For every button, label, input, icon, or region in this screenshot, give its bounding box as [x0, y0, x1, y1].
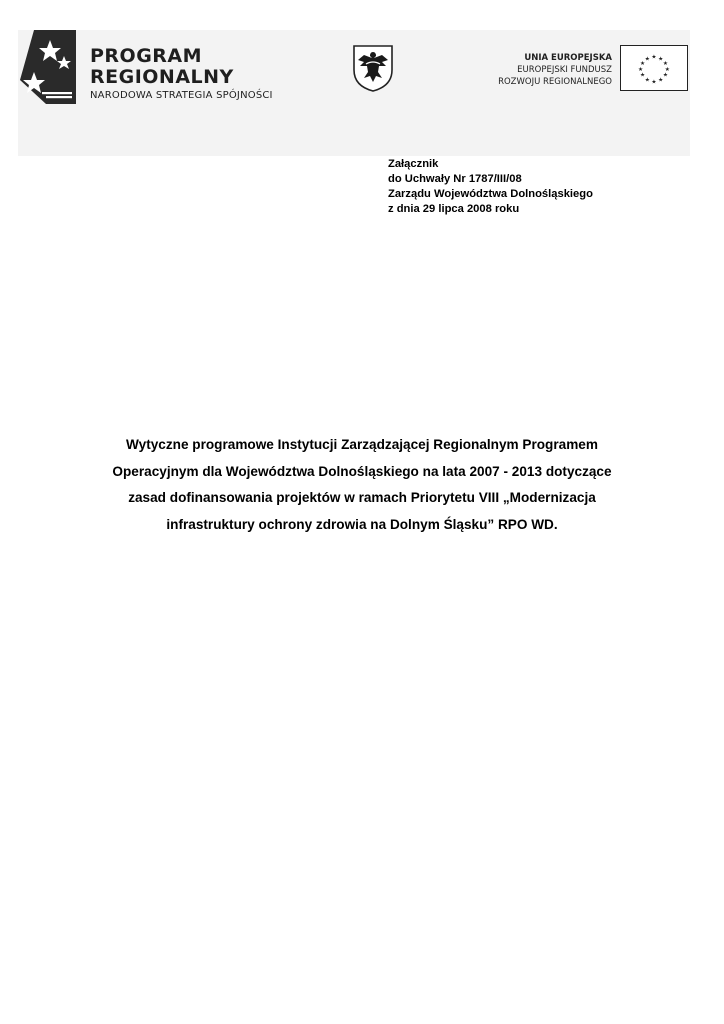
document-title	[60, 432, 664, 538]
title-line-1: Wytyczne programowe Instytucji Zarządzającej Regionalnym Programem	[126, 437, 598, 452]
eu-line-fund: EUROPEJSKI FUNDUSZ	[517, 65, 612, 75]
svg-text:★: ★	[658, 77, 664, 84]
annex-line-1: Załącznik	[388, 158, 439, 170]
annex-line-4: z dnia 29 lipca 2008 roku	[388, 203, 520, 215]
annex-line-2: do Uchwały Nr 1787/III/08	[388, 173, 522, 185]
annex-line-3: Zarządu Województwa Dolnośląskiego	[388, 188, 593, 200]
eu-stars-flag-icon	[620, 45, 688, 91]
eu-line-regional: ROZWOJU REGIONALNEGO	[498, 77, 612, 87]
svg-text:★: ★	[639, 61, 646, 68]
title-line-2: Operacyjnym dla Województwa Dolnośląskiego na lata 2007 - 2013 dotyczące	[112, 463, 612, 479]
svg-text:★: ★	[658, 56, 664, 63]
logo-line-regionalny: REGIONALNY	[90, 66, 234, 88]
logo-line-strategy: NARODOWA STRATEGIA SPÓJNOŚCI	[90, 90, 273, 101]
svg-text:★: ★	[639, 72, 646, 79]
svg-text:★: ★	[651, 54, 657, 61]
program-regionalny-logo-icon	[20, 30, 76, 104]
svg-text:★: ★	[638, 66, 644, 73]
svg-text:★: ★	[644, 77, 650, 84]
svg-text:★: ★	[644, 56, 650, 63]
logo-line-program: PROGRAM	[90, 45, 203, 67]
svg-text:★: ★	[664, 66, 670, 73]
eagle-coat-of-arms-icon	[352, 44, 394, 92]
title-line-3: zasad dofinansowania projektów w ramach Priorytetu VIII „Modernizacja	[128, 490, 596, 505]
eu-logo-text	[498, 52, 612, 88]
eu-line-union: UNIA EUROPEJSKA	[524, 53, 612, 63]
title-line-4: infrastruktury ochrony zdrowia na Dolnym Śląsku” RPO WD.	[166, 516, 558, 532]
annex-reference	[388, 157, 593, 217]
svg-text:★: ★	[662, 72, 669, 79]
program-regionalny-logo-text	[90, 46, 273, 103]
svg-text:★: ★	[662, 61, 669, 68]
svg-text:★: ★	[651, 79, 657, 86]
